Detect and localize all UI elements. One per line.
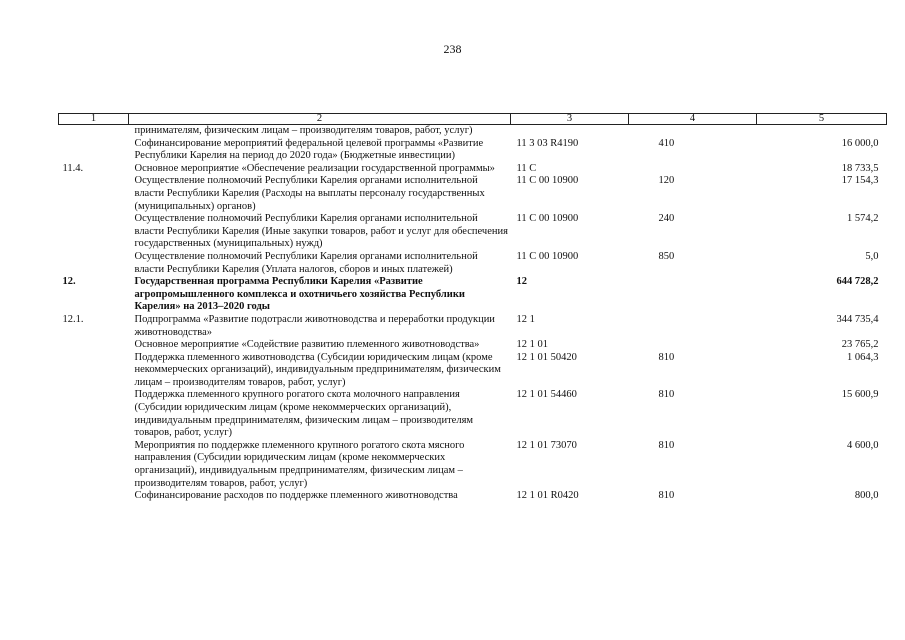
row-amount — [757, 125, 887, 138]
row-name: Софинансирование мероприятий федеральной целевой программы «Развитие Республики Карелия на период до 2020 года» (Бюджетные инвестиции) — [134, 137, 484, 162]
row-code: 12 1 01 73070 — [516, 439, 577, 451]
header-col-2: 2 — [129, 114, 511, 125]
row-number — [59, 389, 129, 439]
row-name: Осуществление полномочий Республики Карелия органами исполнительной власти Республики Карелия (Иные закупки товаров, работ и услуг для обеспечения государственных (муниципальных) нужд) — [134, 213, 508, 250]
row-number: 11.4. — [62, 162, 84, 174]
table-header-row — [59, 114, 887, 125]
row-code: 11 С — [516, 162, 537, 174]
row-code: 12 1 01 — [516, 339, 548, 351]
table-row — [59, 163, 887, 176]
row-code: 12 1 01 R0420 — [516, 490, 579, 502]
table-row — [59, 276, 887, 314]
row-code: 12 1 01 54460 — [516, 389, 577, 401]
row-amount: 1 064,3 — [847, 351, 879, 363]
row-amount: 23 765,2 — [841, 339, 879, 351]
row-number: 12.1. — [62, 313, 84, 325]
row-name: Поддержка племенного животноводства (Субсидии юридическим лицам (кроме некоммерческих организаций), индивидуальным предпринимателям, физическим лицам – производителям товаров, работ, услуг) — [134, 351, 501, 388]
row-number — [59, 138, 129, 163]
row-expense-type: 810 — [658, 389, 675, 401]
row-expense-type — [629, 314, 757, 339]
row-number — [59, 251, 129, 276]
row-number — [59, 339, 129, 352]
table-row — [59, 490, 887, 503]
row-code: 12 1 01 50420 — [516, 351, 577, 363]
table-row — [59, 314, 887, 339]
row-amount: 16 000,0 — [841, 137, 879, 149]
header-col-3: 3 — [511, 114, 629, 125]
row-name: Государственная программа Республики Карелия «Развитие агропромышленного комплекса и охотничьего хозяйства Республики Карелия» на 2013–2020 годы — [134, 276, 465, 313]
row-expense-type: 810 — [658, 490, 675, 502]
row-amount: 4 600,0 — [847, 439, 879, 451]
row-number — [59, 125, 129, 138]
row-expense-type — [629, 339, 757, 352]
header-col-1: 1 — [59, 114, 129, 125]
row-code — [511, 125, 629, 138]
row-name: Основное мероприятие «Обеспечение реализации государственной программы» — [134, 162, 495, 174]
row-name: Мероприятия по поддержке племенного крупного рогатого скота мясного направления (Субсидии юридическим лицам (кроме некоммерческих организаций), индивидуальным предпринимателям, физическим лицам – производителям товаров, работ, услуг) — [134, 439, 465, 489]
row-expense-type: 810 — [658, 439, 675, 451]
row-expense-type: 850 — [658, 250, 675, 262]
row-number — [59, 440, 129, 490]
row-expense-type: 410 — [658, 137, 675, 149]
row-expense-type — [629, 163, 757, 176]
table-row — [59, 175, 887, 213]
row-code: 11 С 00 10900 — [516, 175, 579, 187]
table-row — [59, 339, 887, 352]
row-number — [59, 213, 129, 251]
row-name: Поддержка племенного крупного рогатого скота молочного направления (Субсидии юридическим лицам (кроме некоммерческих организаций), индивидуальным предпринимателям, физическим лицам – производителям товаров, работ, услуг) — [134, 389, 474, 439]
table-row — [59, 251, 887, 276]
row-code: 12 — [516, 276, 527, 288]
page-number: 238 — [443, 42, 462, 56]
row-amount: 5,0 — [865, 250, 879, 262]
budget-table — [58, 113, 887, 503]
row-expense-type — [629, 276, 757, 314]
row-amount: 17 154,3 — [841, 175, 879, 187]
row-amount: 644 728,2 — [836, 276, 879, 288]
row-amount: 800,0 — [854, 490, 879, 502]
row-code: 12 1 — [516, 313, 535, 325]
row-name: принимателям, физическим лицам – производителям товаров, работ, услуг) — [134, 125, 473, 136]
row-amount: 1 574,2 — [847, 213, 879, 225]
row-expense-type — [629, 125, 757, 138]
header-col-5: 5 — [757, 114, 887, 125]
table-row — [59, 125, 887, 138]
row-number — [59, 490, 129, 503]
table-row — [59, 138, 887, 163]
row-code: 11 С 00 10900 — [516, 250, 579, 262]
row-number — [59, 175, 129, 213]
row-expense-type: 810 — [658, 351, 675, 363]
row-amount: 18 733,5 — [841, 162, 879, 174]
row-expense-type: 240 — [658, 213, 675, 225]
row-code: 11 3 03 R4190 — [516, 137, 579, 149]
row-amount: 15 600,9 — [841, 389, 879, 401]
table-row — [59, 213, 887, 251]
row-name: Осуществление полномочий Республики Карелия органами исполнительной власти Республики Карелия (Расходы на выплаты персоналу государственных (муниципальных) органов) — [134, 175, 485, 212]
row-name: Софинансирование расходов по поддержке племенного животноводства — [134, 490, 458, 502]
table-row — [59, 440, 887, 490]
row-name: Осуществление полномочий Республики Карелия органами исполнительной власти Республики Карелия (Уплата налогов, сборов и иных платежей) — [134, 250, 478, 275]
row-number: 12. — [62, 276, 76, 288]
row-amount: 344 735,4 — [836, 313, 879, 325]
row-number — [59, 352, 129, 390]
table-row — [59, 389, 887, 439]
row-expense-type: 120 — [658, 175, 675, 187]
row-name: Основное мероприятие «Содействие развитию племенного животноводства» — [134, 339, 480, 351]
row-code: 11 С 00 10900 — [516, 213, 579, 225]
row-name: Подпрограмма «Развитие подотрасли животноводства и переработки продукции животноводства» — [134, 313, 495, 338]
header-col-4: 4 — [629, 114, 757, 125]
table-row — [59, 352, 887, 390]
